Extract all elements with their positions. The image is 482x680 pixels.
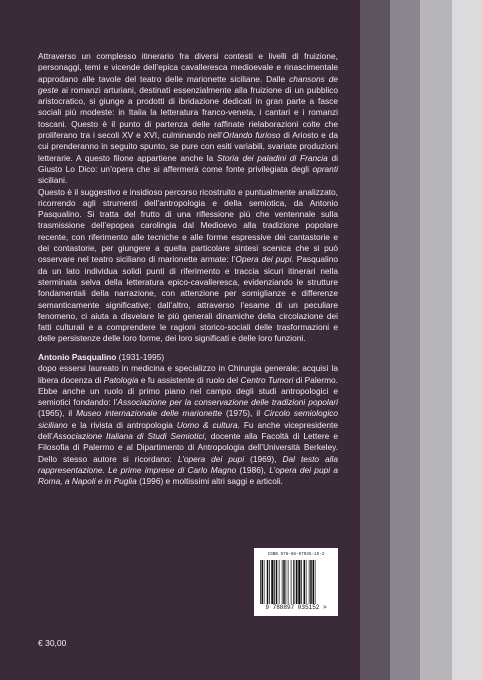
barcode-bar (276, 560, 278, 604)
author-name: Antonio Pasqualino (38, 352, 117, 362)
text-run: di Ariosto e da cui prenderanno in seguito spunto, se pure con esiti variabili, svariate produzioni letterarie. A questo filone appartiene anche la (38, 130, 339, 163)
barcode-bar (291, 560, 292, 604)
text-run: di Palermo. Ebbe anche un ruolo di primo piano nel campo degli studi antropologici e semiotici fondando: l’ (38, 374, 338, 408)
barcode-bar (282, 560, 283, 604)
decorative-stripe-3 (420, 0, 452, 680)
italic-title: Patologia (103, 374, 139, 385)
barcode-bar (293, 560, 294, 604)
italic-title: Dal testo alla rappresentazione. Le prime imprese di Carlo Magno (38, 453, 339, 475)
author-bio (38, 352, 338, 488)
barcode-bar (269, 560, 270, 604)
italic-title: Museo internazionale delle marionette (76, 408, 222, 419)
text-run: , docente alla Facoltà di Lettere e Filosofia di Palermo e al Dipartimento di Antropologia dell’Università Berkeley. Dello stesso autore si ricordano: (38, 431, 338, 464)
barcode-bars (260, 560, 332, 604)
text-run: e la rivista di antropologia (67, 419, 177, 430)
italic-title: opranti (312, 163, 338, 174)
ean-digits: 9 788897 035152 > (265, 604, 327, 611)
barcode-bar (296, 560, 298, 604)
barcode-bar (295, 560, 296, 604)
barcode-bar (310, 560, 312, 604)
decorative-stripe-2 (390, 0, 420, 680)
barcode-bar (267, 560, 269, 604)
text-run: di Giusto Lo Dico: un’opera che si affermerà come fonte privilegiata degli (38, 152, 338, 174)
barcode-bar (306, 560, 307, 604)
barcode-bar (274, 560, 275, 604)
barcode-bar (288, 560, 289, 604)
italic-title: Associazione Italiana di Studi Semiotici (52, 431, 205, 442)
text-run: (1969), (244, 453, 283, 464)
text-run: (1965), il (38, 408, 77, 419)
barcode-bar (260, 560, 261, 604)
barcode-bar (313, 560, 315, 604)
barcode-bar (271, 560, 273, 604)
blurb-paragraph-1 (38, 51, 338, 187)
italic-title: Uomo & cultura (176, 419, 238, 430)
barcode-bar (301, 560, 302, 604)
italic-title: Circolo semiologico siciliano (38, 408, 338, 430)
italic-title: Opera dei pupi (235, 254, 292, 265)
italic-title: Orlando furioso (222, 130, 281, 141)
italic-title: L’opera dei pupi a Roma, a Napoli e in Puglia (38, 464, 338, 487)
barcode (254, 548, 338, 616)
barcode-bar (279, 560, 280, 604)
italic-title: chansons de geste (38, 73, 338, 95)
text-run: Attraverso un complesso itinerario fra diversi contesti e livelli di fruizione, personaggi, temi e vicende dell’epica cavalleresca medioevale e rinascimentale approdano alle tavole del teatro delle marionette siciliane. Dalle (38, 51, 338, 84)
price: € 30,00 (38, 638, 67, 648)
author-paragraph (38, 363, 338, 487)
decorative-stripe-1 (360, 0, 390, 680)
barcode-bar (304, 560, 306, 604)
barcode-bar (309, 560, 310, 604)
blurb-text (38, 51, 338, 345)
barcode-bar (315, 560, 316, 604)
text-run: . Pasqualino da un lato individua solidi punti di riferimento e traccia sicuri itinerari nella sterminata selva della letteratura epico-cavalleresca, evidenziando le strutture fondamentali della narrazione, con attenzione per somiglianze e differenze semanticamente significative; dall’altro, attraverso l’esame di un peculiare fenomeno, ci aiuta a disvelare le più generali dinamiche della circolazione dei fatti culturali e a comprendere le ragioni storico-sociali delle trasformazioni e delle persistenze delle loro forme, dei loro significati e delle loro funzioni. (38, 254, 338, 344)
italic-title: Centro Tumori (240, 374, 294, 385)
text-run: dopo essersi laureato in medicina e specializzo in Chirurgia generale; acquisì la libera docenza di (38, 363, 338, 385)
text-run: (1996) e moltissimi altri saggi e articoli. (136, 476, 283, 487)
isbn-label: ISBN 978-88-97035-15-2 (267, 552, 325, 557)
barcode-bar (283, 560, 285, 604)
text-run: (1975), il (221, 408, 264, 419)
italic-title: Storia dei paladini di Francia (216, 152, 328, 163)
barcode-bar (264, 560, 265, 604)
text-run: . Fu anche vicepresidente dell’ (38, 419, 338, 442)
author-heading (38, 352, 338, 363)
author-years: (1931-1995) (116, 352, 165, 362)
text-run: e fu assistente di ruolo del (138, 374, 241, 385)
text-run: ai romanzi arturiani, destinati essenzialmente alla fruizione di un pubblico aristocratico, si giunge a prodotti di ibridazione dedicati in gran parte a fasce sociali più modeste: in Italia la letteratura franco-veneta, i cantari e i romanzi toscani. Questo è il punto di partenza delle raffinate rielaborazioni colte che proliferano tra i secoli XV e XVI, culminando nell’ (38, 84, 338, 141)
text-run: siciliani. (38, 175, 68, 186)
decorative-stripe-4 (452, 0, 482, 680)
barcode-bar (298, 560, 300, 604)
blurb-paragraph-2 (38, 187, 338, 345)
italic-title: Associazione per la conservazione delle tradizioni popolari (117, 397, 338, 408)
text-run: (1986), (236, 464, 270, 475)
text-run: Questo è il suggestivo e insidioso percorso ricostruito e puntualmente analizzato, ricorrendo agli strumenti dell’antropologia e della semiotica, da Antonio Pasqualino. Si tratta del frutto di una riflessione più che ventennale sulla trasmissione dell’epopea carolingia dal Medioevo alla tradizione popolare recente, con riferimento alle tecniche e alle forme espressive dei cantastorie e dei contastorie, per giungere a quella particolare sintesi scenica che si può osservare nel teatro siciliano di marionette armate: l’ (38, 186, 338, 265)
barcode-bar (262, 560, 264, 604)
barcode-bar (286, 560, 287, 604)
italic-title: L’opera dei pupi (177, 453, 245, 464)
